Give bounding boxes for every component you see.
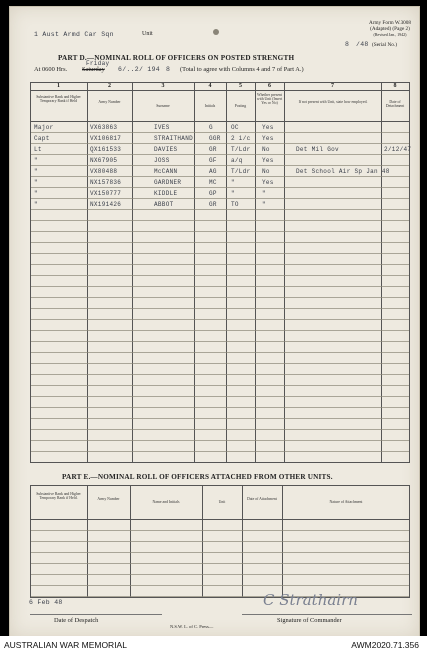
form-id-line-2: (Adapted) (Page 2) bbox=[370, 26, 410, 32]
ruled-line bbox=[31, 407, 409, 408]
col-number-6: 6 bbox=[268, 83, 271, 89]
ruled-line bbox=[31, 187, 409, 188]
roll-cell-rank: Lt bbox=[34, 146, 42, 153]
date-value: 6/..2/ 194 bbox=[118, 66, 161, 73]
ruled-line bbox=[31, 429, 409, 430]
e-col-header-name: Name and Initials bbox=[152, 500, 180, 504]
roll-cell-rank: Capt bbox=[34, 135, 50, 142]
archive-footer bbox=[0, 636, 427, 653]
roll-cell-posting: a/q bbox=[231, 157, 243, 164]
ruled-line bbox=[31, 198, 409, 199]
roll-cell-initials: GR bbox=[209, 146, 217, 153]
signature-label: Signature of Commander bbox=[277, 617, 342, 624]
serial-label: (Serial No.) bbox=[372, 42, 398, 48]
ruled-line bbox=[31, 552, 409, 553]
roll-cell-surname: DAVIES bbox=[154, 146, 178, 153]
ruled-line bbox=[31, 242, 409, 243]
form-id-line-3: (Revised Jan., 1942) bbox=[373, 32, 407, 37]
ruled-line bbox=[31, 220, 409, 221]
roll-cell-initials: G bbox=[209, 124, 213, 131]
ruled-line bbox=[31, 574, 409, 575]
roll-cell-initials: GR bbox=[209, 201, 217, 208]
roll-cell-posting: T/Ldr bbox=[231, 168, 251, 175]
roll-cell-number: QX161533 bbox=[90, 146, 122, 153]
roll-cell-employed: Det School Air Sp Jan 48 bbox=[296, 168, 390, 175]
roll-cell-present: Yes bbox=[262, 179, 274, 186]
roll-cell-surname: STRAITHAND bbox=[154, 135, 194, 142]
col-header-present: Whether present with Unit (Insert Yes or No) bbox=[256, 93, 283, 106]
ruled-line bbox=[31, 165, 409, 166]
ruled-line bbox=[31, 275, 409, 276]
serial-value: 8 bbox=[345, 41, 350, 48]
ruled-line bbox=[31, 286, 409, 287]
roll-cell-present: " bbox=[262, 201, 266, 208]
document-page bbox=[9, 6, 420, 638]
roll-cell-rank: " bbox=[34, 201, 38, 208]
col-number-2: 2 bbox=[108, 83, 111, 89]
roll-cell-surname: KIDDLE bbox=[154, 190, 178, 197]
part-d-title: PART D.—NOMINAL ROLL OF OFFICERS ON POSTED STRENGTH bbox=[58, 54, 295, 62]
ruled-line bbox=[31, 352, 409, 353]
roll-cell-present: Yes bbox=[262, 157, 274, 164]
ruled-line bbox=[31, 530, 409, 531]
day-struck: Saturday bbox=[82, 66, 105, 73]
part-e-title: PART E.—NOMINAL ROLL OF OFFICERS ATTACHED FROM OTHER UNITS. bbox=[62, 473, 333, 481]
roll-cell-number: VX80488 bbox=[90, 168, 118, 175]
roll-cell-initials: GGR bbox=[209, 135, 221, 142]
form-id bbox=[365, 20, 415, 38]
ruled-line bbox=[31, 319, 409, 320]
day-typed: Friday bbox=[86, 60, 110, 67]
roll-cell-present: No bbox=[262, 168, 270, 175]
roll-cell-posting: TO bbox=[231, 201, 239, 208]
total-note: (Total to agree with Columns 4 and 7 of Part A.) bbox=[180, 66, 304, 73]
col-number-3: 3 bbox=[161, 83, 165, 89]
ruled-line bbox=[31, 363, 409, 364]
despatch-label: Date of Despatch bbox=[54, 617, 99, 624]
footer-institution: AUSTRALIAN WAR MEMORIAL bbox=[4, 640, 127, 650]
e-col-header-rank: Substantive Rank and Higher Temporary Rank if Held. bbox=[36, 492, 81, 501]
roll-cell-date: 2/12/47 bbox=[384, 146, 412, 153]
col-number-7: 7 bbox=[331, 83, 334, 89]
ruled-line bbox=[31, 563, 409, 564]
roll-cell-number: VX63863 bbox=[90, 124, 118, 131]
roll-cell-surname: IVES bbox=[154, 124, 170, 131]
roll-cell-rank: " bbox=[34, 157, 38, 164]
date-year: 8 bbox=[166, 66, 171, 73]
roll-cell-number: VX150777 bbox=[90, 190, 122, 197]
ruled-line bbox=[31, 374, 409, 375]
ruled-line bbox=[31, 297, 409, 298]
ruled-line bbox=[31, 231, 409, 232]
roll-cell-present: No bbox=[262, 146, 270, 153]
roll-cell-initials: MC bbox=[209, 179, 217, 186]
roll-cell-posting: " bbox=[231, 179, 235, 186]
roll-cell-number: NX67905 bbox=[90, 157, 118, 164]
roll-cell-number: NX157836 bbox=[90, 179, 122, 186]
ruled-line bbox=[31, 440, 409, 441]
roll-cell-posting: " bbox=[231, 190, 235, 197]
roll-cell-initials: GP bbox=[209, 190, 217, 197]
e-col-header-nature: Nature of Attachment bbox=[329, 500, 363, 504]
col-number-4: 4 bbox=[208, 83, 212, 89]
roll-cell-posting: T/Ldr bbox=[231, 146, 251, 153]
roll-cell-rank: " bbox=[34, 168, 38, 175]
e-col-header-army-number: Army Number bbox=[97, 497, 120, 501]
col-number-1: 1 bbox=[57, 83, 60, 89]
serial-suffix: /48 bbox=[356, 41, 369, 48]
roll-cell-number: NX191426 bbox=[90, 201, 122, 208]
roll-cell-surname: JOSS bbox=[154, 157, 170, 164]
ruled-line bbox=[31, 154, 409, 155]
footer-accession-number: AWM2020.71.356 bbox=[351, 640, 419, 650]
roll-cell-present: " bbox=[262, 190, 266, 197]
roll-cell-rank: " bbox=[34, 179, 38, 186]
unit-name: 1 Aust Armd Car Sqn bbox=[34, 31, 114, 38]
roll-cell-posting: 2 i/c bbox=[231, 135, 251, 142]
col-header-posting: Posting bbox=[234, 104, 247, 108]
col-number-8: 8 bbox=[393, 83, 397, 89]
col-header-employed: If not present with Unit, state how employed. bbox=[298, 100, 368, 104]
ruled-line bbox=[31, 385, 409, 386]
ruled-line bbox=[31, 308, 409, 309]
e-col-header-unit: Unit bbox=[218, 500, 226, 504]
commander-signature: C Strathairn bbox=[263, 591, 358, 609]
roll-cell-surname: McCANN bbox=[154, 168, 178, 175]
roll-cell-rank: Major bbox=[34, 124, 54, 131]
ruled-line bbox=[31, 396, 409, 397]
ruled-line bbox=[31, 132, 409, 133]
unit-label: Unit bbox=[142, 31, 153, 37]
col-header-army-number: Army Number bbox=[98, 100, 121, 104]
col-header-rank: Substantive Rank and Higher Temporary Rank if Held bbox=[36, 95, 81, 104]
roll-cell-present: Yes bbox=[262, 124, 274, 131]
roll-cell-initials: GF bbox=[209, 157, 217, 164]
despatch-date: 6 Feb 48 bbox=[29, 599, 63, 606]
form-id-line-1: Army Form W.3008 bbox=[369, 20, 411, 26]
col-header-initials: Initials bbox=[204, 104, 216, 108]
roll-cell-surname: ABBOT bbox=[154, 201, 174, 208]
ruled-line bbox=[31, 209, 409, 210]
punch-hole bbox=[213, 29, 219, 35]
ruled-line bbox=[31, 541, 409, 542]
printer-line: N.S.W. L. of C. Press— bbox=[170, 624, 214, 629]
time-line-prefix: At 0600 Hrs. bbox=[34, 66, 68, 73]
ruled-line bbox=[31, 176, 409, 177]
roll-cell-rank: " bbox=[34, 190, 38, 197]
col-header-detachment: Date of Detachment bbox=[385, 100, 405, 109]
col-number-5: 5 bbox=[239, 83, 242, 89]
ruled-line bbox=[31, 264, 409, 265]
roll-cell-present: Yes bbox=[262, 135, 274, 142]
roll-cell-employed: Det Mil Gov bbox=[296, 146, 339, 153]
roll-cell-surname: GARDNER bbox=[154, 179, 182, 186]
ruled-line bbox=[31, 418, 409, 419]
ruled-line bbox=[31, 585, 409, 586]
ruled-line bbox=[31, 330, 409, 331]
e-col-header-date: Date of Attachment bbox=[247, 497, 277, 501]
roll-cell-number: VX106817 bbox=[90, 135, 122, 142]
ruled-line bbox=[31, 451, 409, 452]
roll-cell-initials: AG bbox=[209, 168, 217, 175]
ruled-line bbox=[31, 143, 409, 144]
roll-cell-posting: OC bbox=[231, 124, 239, 131]
ruled-line bbox=[31, 253, 409, 254]
col-header-surname: Surname bbox=[156, 104, 170, 108]
ruled-line bbox=[31, 341, 409, 342]
